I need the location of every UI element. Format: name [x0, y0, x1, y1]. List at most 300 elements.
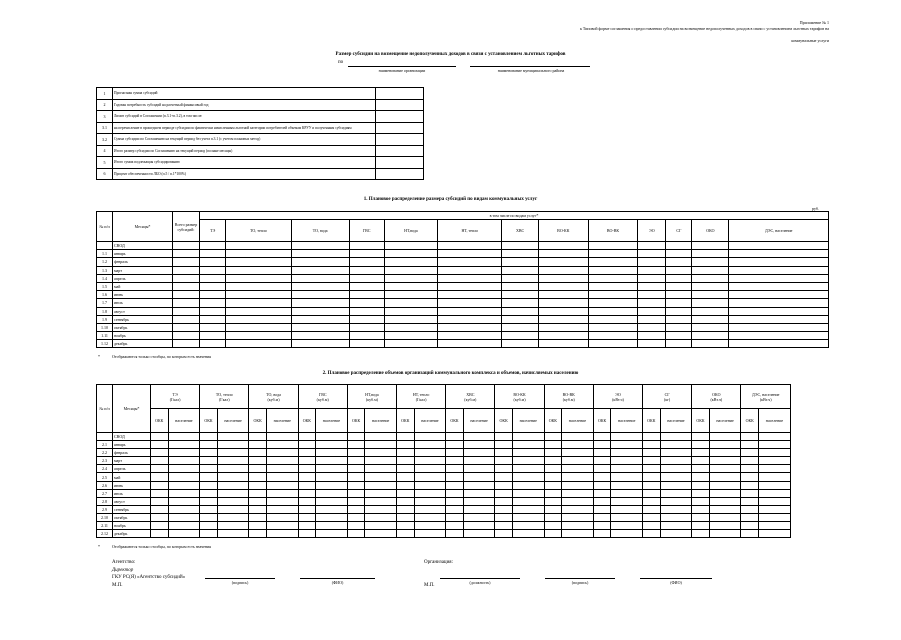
cell	[414, 497, 446, 505]
cell	[347, 513, 365, 521]
row-num: 2.4	[97, 465, 113, 473]
cell	[298, 522, 316, 530]
sign-line-org	[545, 578, 615, 579]
cell	[226, 332, 291, 340]
cell	[538, 299, 588, 307]
mun-line	[470, 66, 590, 67]
sub-pop: население	[365, 409, 397, 433]
cell	[463, 530, 495, 538]
cell	[502, 291, 539, 299]
cell	[151, 530, 169, 538]
row-month: ноябрь	[113, 332, 173, 340]
cell	[365, 433, 397, 441]
cell	[200, 449, 218, 457]
sub-okk: ОКК	[446, 409, 464, 433]
cell	[666, 258, 692, 266]
cell	[226, 291, 291, 299]
table-row	[97, 299, 829, 307]
cell	[495, 481, 513, 489]
cell	[249, 497, 267, 505]
cell	[365, 522, 397, 530]
cell	[741, 457, 759, 465]
cell	[538, 250, 588, 258]
cell	[173, 291, 200, 299]
cell	[291, 299, 349, 307]
cell	[397, 513, 415, 521]
service-header: ВО-КК	[538, 220, 588, 242]
cell	[611, 513, 643, 521]
cell	[384, 242, 438, 250]
cell	[316, 522, 348, 530]
service-name: ДЭС, население	[751, 391, 780, 397]
cell	[200, 323, 226, 331]
cell	[660, 513, 692, 521]
cell	[692, 340, 729, 348]
cell	[226, 315, 291, 323]
service-header: ХВС	[502, 220, 539, 242]
org-caption: наименование организации	[378, 68, 426, 73]
cell	[298, 457, 316, 465]
cell	[741, 433, 759, 441]
table-row	[97, 522, 791, 530]
cell	[168, 505, 200, 513]
table-row	[97, 242, 829, 250]
cell	[446, 433, 464, 441]
cell	[495, 505, 513, 513]
pos-line-org	[440, 578, 520, 579]
cell	[446, 465, 464, 473]
row-month: апрель	[113, 274, 173, 282]
cell	[638, 340, 666, 348]
cell	[397, 530, 415, 538]
cell	[217, 433, 249, 441]
cell	[666, 315, 692, 323]
cell	[298, 433, 316, 441]
cell	[347, 489, 365, 497]
row-num	[97, 242, 113, 250]
cell	[709, 433, 741, 441]
cell	[692, 449, 710, 457]
cell	[249, 505, 267, 513]
cell	[741, 505, 759, 513]
sub-pop: население	[562, 409, 594, 433]
cell	[365, 513, 397, 521]
cell	[446, 473, 464, 481]
cell	[643, 457, 661, 465]
table1-unit: руб.	[812, 206, 819, 211]
cell	[692, 274, 729, 282]
cell	[316, 489, 348, 497]
cell	[729, 291, 829, 299]
cell	[588, 258, 638, 266]
col-total: Всего размер субсидий:	[173, 212, 200, 242]
summary-value	[376, 168, 424, 180]
cell	[562, 497, 594, 505]
cell	[446, 505, 464, 513]
cell	[495, 457, 513, 465]
row-num: 2.7	[97, 489, 113, 497]
cell	[538, 332, 588, 340]
service-header	[397, 385, 446, 409]
cell	[643, 481, 661, 489]
summary-num: 3	[97, 111, 113, 123]
cell	[729, 266, 829, 274]
cell	[414, 522, 446, 530]
row-num: 1.6	[97, 291, 113, 299]
cell	[666, 299, 692, 307]
cell	[638, 323, 666, 331]
cell	[544, 473, 562, 481]
cell	[365, 489, 397, 497]
row-month: декабрь	[113, 340, 173, 348]
cell	[538, 274, 588, 282]
cell	[347, 465, 365, 473]
cell	[365, 473, 397, 481]
cell	[168, 465, 200, 473]
summary-row	[97, 111, 424, 123]
cell	[249, 457, 267, 465]
service-unit: (кВт.ч)	[612, 396, 624, 402]
cell	[384, 282, 438, 290]
director-label: Директор	[112, 568, 134, 573]
cell	[173, 274, 200, 282]
cell	[349, 250, 384, 258]
cell	[200, 522, 218, 530]
cell	[758, 433, 790, 441]
cell	[544, 449, 562, 457]
cell	[349, 332, 384, 340]
cell	[384, 315, 438, 323]
cell	[660, 433, 692, 441]
cell	[758, 505, 790, 513]
cell	[151, 441, 169, 449]
service-header: ТО, тепло	[226, 220, 291, 242]
cell	[266, 441, 298, 449]
cell	[643, 489, 661, 497]
cell	[638, 266, 666, 274]
cell	[397, 489, 415, 497]
cell	[217, 449, 249, 457]
row-num: 2.5	[97, 473, 113, 481]
cell	[298, 530, 316, 538]
cell	[741, 530, 759, 538]
cell	[200, 513, 218, 521]
cell	[151, 481, 169, 489]
summary-value	[376, 157, 424, 169]
cell	[200, 505, 218, 513]
cell	[692, 250, 729, 258]
cell	[397, 457, 415, 465]
cell	[638, 250, 666, 258]
cell	[692, 307, 729, 315]
cell	[200, 481, 218, 489]
table-row	[97, 505, 791, 513]
cell	[512, 441, 544, 449]
cell	[291, 258, 349, 266]
service-unit: (кг)	[664, 396, 671, 402]
table1-note: Отображаются только столбцы, по которым есть значения	[112, 354, 211, 359]
cell	[168, 530, 200, 538]
summary-row	[97, 134, 424, 146]
service-unit: (Гкал)	[415, 396, 427, 402]
cell	[666, 274, 692, 282]
cell	[151, 457, 169, 465]
cell	[438, 242, 502, 250]
table2-header-row	[97, 385, 791, 409]
agency-label: Агентство:	[112, 560, 136, 565]
cell	[226, 307, 291, 315]
cell	[729, 274, 829, 282]
cell	[709, 513, 741, 521]
cell	[666, 282, 692, 290]
cell	[291, 274, 349, 282]
cell	[173, 242, 200, 250]
annex-label: Приложение № 1	[799, 20, 829, 25]
sub-okk: ОКК	[397, 409, 415, 433]
cell	[758, 497, 790, 505]
cell	[638, 291, 666, 299]
org-signature-label: Организация:	[424, 560, 453, 565]
cell	[446, 513, 464, 521]
cell	[384, 299, 438, 307]
cell	[151, 473, 169, 481]
table-row	[97, 489, 791, 497]
cell	[438, 323, 502, 331]
summary-text: Прогнозная сумма субсидий	[112, 88, 375, 100]
cell	[349, 307, 384, 315]
row-num: 2.9	[97, 505, 113, 513]
cell	[414, 465, 446, 473]
sub-okk: ОКК	[495, 409, 513, 433]
cell	[463, 441, 495, 449]
cell	[226, 323, 291, 331]
cell	[298, 441, 316, 449]
cell	[643, 513, 661, 521]
cell	[200, 282, 226, 290]
cell	[200, 457, 218, 465]
cell	[384, 340, 438, 348]
summary-num: 2	[97, 99, 113, 111]
cell	[384, 250, 438, 258]
cell	[151, 497, 169, 505]
cell	[638, 315, 666, 323]
row-month: октябрь	[113, 323, 173, 331]
cell	[544, 457, 562, 465]
cell	[660, 465, 692, 473]
cell	[414, 473, 446, 481]
summary-text: Итого размер субсидии по Соглашению на текущий период (полные месяцы)	[112, 145, 375, 157]
cell	[414, 449, 446, 457]
cell	[291, 307, 349, 315]
cell	[217, 497, 249, 505]
cell	[709, 441, 741, 449]
cell	[588, 332, 638, 340]
sign-line-agency	[205, 578, 275, 579]
service-header	[347, 385, 396, 409]
cell	[593, 505, 611, 513]
cell	[692, 441, 710, 449]
cell	[438, 282, 502, 290]
cell	[173, 323, 200, 331]
cell	[217, 513, 249, 521]
cell	[611, 530, 643, 538]
cell	[266, 481, 298, 489]
cell	[291, 291, 349, 299]
cell	[298, 505, 316, 513]
cell	[729, 258, 829, 266]
cell	[168, 522, 200, 530]
table-row	[97, 433, 791, 441]
cell	[611, 489, 643, 497]
cell	[544, 513, 562, 521]
cell	[562, 513, 594, 521]
cell	[266, 449, 298, 457]
summary-text: Сумма субсидии по Соглашению на текущий период без учета п.3.1 (с учетом плановых метод)	[112, 134, 375, 146]
cell	[638, 332, 666, 340]
row-num: 1.4	[97, 274, 113, 282]
cell	[226, 340, 291, 348]
table2-sub-row	[97, 409, 791, 433]
sub-pop: население	[758, 409, 790, 433]
table1-header-row	[97, 212, 829, 220]
cell	[692, 315, 729, 323]
summary-num: 4	[97, 145, 113, 157]
cell	[741, 449, 759, 457]
cell	[249, 441, 267, 449]
cell	[660, 522, 692, 530]
table1-note-star: *	[98, 354, 100, 359]
cell	[438, 250, 502, 258]
cell	[562, 530, 594, 538]
cell	[438, 307, 502, 315]
row-num: 2.2	[97, 449, 113, 457]
sub-pop: население	[316, 409, 348, 433]
row-month: март	[113, 266, 173, 274]
cell	[660, 497, 692, 505]
cell	[512, 530, 544, 538]
cell	[502, 340, 539, 348]
cell	[463, 457, 495, 465]
cell	[729, 282, 829, 290]
table-row	[97, 266, 829, 274]
cell	[643, 449, 661, 457]
service-header	[643, 385, 692, 409]
sub-pop: население	[709, 409, 741, 433]
cell	[512, 449, 544, 457]
cell	[200, 332, 226, 340]
cell	[200, 291, 226, 299]
cell	[709, 530, 741, 538]
cell	[266, 465, 298, 473]
cell	[347, 505, 365, 513]
cell	[397, 497, 415, 505]
cell	[544, 465, 562, 473]
table1-title: 1. Плановое распределение размера субсидий по видам коммунальных услуг	[363, 197, 538, 202]
cell	[538, 258, 588, 266]
cell	[660, 441, 692, 449]
summary-num: 3.1	[97, 122, 113, 134]
sign-caption-org: (подпись)	[571, 580, 589, 585]
summary-row	[97, 99, 424, 111]
cell	[414, 457, 446, 465]
cell	[538, 323, 588, 331]
cell	[692, 266, 729, 274]
cell	[593, 522, 611, 530]
service-header: ВО-ВК	[588, 220, 638, 242]
cell	[562, 449, 594, 457]
table-row	[97, 274, 829, 282]
cell	[502, 258, 539, 266]
cell	[168, 441, 200, 449]
cell	[593, 449, 611, 457]
service-header	[741, 385, 791, 409]
cell	[168, 497, 200, 505]
cell	[741, 465, 759, 473]
cell	[365, 505, 397, 513]
cell	[562, 481, 594, 489]
cell	[151, 522, 169, 530]
service-header	[692, 385, 741, 409]
cell	[562, 505, 594, 513]
cell	[446, 497, 464, 505]
service-name: ТО, вода	[266, 391, 281, 397]
cell	[502, 315, 539, 323]
sub-pop: население	[512, 409, 544, 433]
cell	[365, 497, 397, 505]
cell	[729, 323, 829, 331]
cell	[638, 242, 666, 250]
cell	[502, 282, 539, 290]
cell	[438, 332, 502, 340]
row-num: 1.1	[97, 250, 113, 258]
table-row	[97, 473, 791, 481]
service-header	[151, 385, 200, 409]
cell	[741, 513, 759, 521]
service-header: ДЭС, население	[729, 220, 829, 242]
cell	[249, 473, 267, 481]
cell	[588, 315, 638, 323]
row-num: 2.1	[97, 441, 113, 449]
summary-row	[97, 122, 424, 134]
cell	[217, 441, 249, 449]
cell	[593, 497, 611, 505]
cell	[217, 505, 249, 513]
cell	[298, 489, 316, 497]
cell	[291, 323, 349, 331]
cell	[347, 441, 365, 449]
cell	[502, 274, 539, 282]
cell	[611, 433, 643, 441]
cell	[611, 457, 643, 465]
cell	[463, 505, 495, 513]
cell	[758, 449, 790, 457]
cell	[544, 481, 562, 489]
cell	[266, 530, 298, 538]
cell	[660, 530, 692, 538]
cell	[692, 242, 729, 250]
cell	[298, 513, 316, 521]
cell	[611, 497, 643, 505]
cell	[512, 473, 544, 481]
cell	[741, 522, 759, 530]
cell	[660, 457, 692, 465]
cell	[349, 291, 384, 299]
mp-left: М.П.	[112, 583, 123, 588]
cell	[151, 465, 169, 473]
cell	[544, 505, 562, 513]
cell	[593, 530, 611, 538]
table2	[96, 384, 791, 538]
